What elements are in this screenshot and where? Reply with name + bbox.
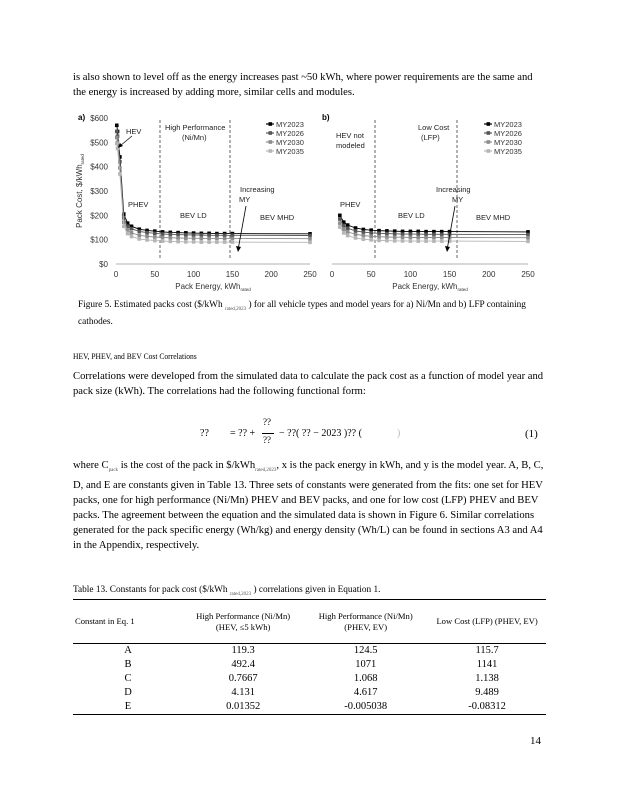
- y-tick-label: $300: [90, 187, 108, 196]
- data-point: [346, 230, 350, 234]
- x-tick-label: 250: [521, 270, 535, 279]
- data-point: [192, 236, 196, 240]
- paragraph-where: [73, 458, 545, 553]
- data-point: [401, 232, 405, 236]
- table-row-label: C: [124, 673, 132, 684]
- chart-annotation: MY: [239, 195, 251, 204]
- legend-label: MY2026: [276, 129, 304, 138]
- para2-sub-rated: rated,2023: [255, 468, 277, 474]
- table-cell: 4.617: [353, 687, 378, 698]
- legend-label: MY2035: [494, 147, 522, 156]
- intro-paragraph: is also shown to level off as the energy increases past ~50 kWh, where power requirements are the same and the energy is increased by adding more, similar cells and modules.: [73, 72, 533, 98]
- data-point: [115, 142, 119, 146]
- equation-lhs: ??: [200, 428, 209, 439]
- y-tick-label: $600: [90, 114, 108, 123]
- table-header-cell: Constant in Eq. 1: [75, 616, 135, 626]
- legend-label: MY2030: [276, 138, 304, 147]
- legend-marker: [487, 131, 491, 135]
- chart-annotation: BEV LD: [398, 211, 425, 220]
- y-tick-label: $500: [90, 138, 108, 148]
- data-point: [308, 237, 312, 241]
- data-point: [231, 233, 235, 237]
- data-point: [385, 232, 389, 236]
- data-point: [346, 226, 350, 230]
- table-row: [73, 700, 546, 715]
- data-point: [207, 240, 211, 244]
- data-point: [409, 239, 413, 243]
- legend-marker: [269, 140, 273, 144]
- data-point: [192, 233, 196, 237]
- para2-part1: where C: [73, 460, 109, 471]
- para2-part3: , x is the pack energy in kWh, and y is the model year. A, B, C, D, and E are constants given in Table 13. Three sets of constants were generated from the fits: one set for HEV packs, one for high performance (Ni/Mn) PHEV and BEV packs, and one for low cost (LFP) PHEV and BEV packs. The agreement between the equation and the simulated data is shown in Figure 6. Similar correlations generated for the pack specific energy (Wh/kg) and energy density (Wh/L) can be found in sections A3 and A4 in the Appendix, respectively.: [73, 460, 544, 552]
- table-row: [73, 644, 546, 659]
- data-point: [393, 239, 397, 243]
- x-tick-label: 150: [442, 270, 457, 279]
- chart-annotation: BEV MHD: [476, 213, 511, 222]
- data-point: [223, 237, 227, 241]
- legend-marker: [269, 131, 273, 135]
- legend-marker: [487, 149, 491, 153]
- data-point: [401, 235, 405, 239]
- table-cell: 1.138: [475, 673, 499, 684]
- data-point: [385, 239, 389, 243]
- data-point: [137, 237, 141, 241]
- data-point: [115, 130, 119, 134]
- data-point: [145, 231, 149, 235]
- data-point: [169, 240, 173, 244]
- figure-5-charts: [70, 110, 550, 300]
- data-point: [200, 240, 204, 244]
- table-caption-subscript: rated,2023: [229, 591, 252, 597]
- data-point: [432, 239, 436, 243]
- table-header-cell: Low Cost (LFP) (PHEV, EV): [436, 616, 538, 626]
- panel-label: a): [78, 113, 86, 122]
- data-point: [130, 235, 134, 239]
- chart-annotation: PHEV: [128, 200, 149, 209]
- chart-panel-b: [322, 113, 535, 292]
- equation-rhs-b: − ??( ?? − 2023 )?? (: [279, 428, 362, 439]
- equation-fraction-bar: [262, 433, 274, 434]
- data-point: [432, 236, 436, 240]
- table-row-label: B: [124, 659, 132, 670]
- y-axis-label: [75, 154, 85, 228]
- equation-rhs-a: = ?? +: [230, 428, 256, 439]
- x-axis-label: [392, 282, 468, 292]
- data-point: [401, 239, 405, 243]
- data-point: [377, 235, 381, 239]
- legend-marker: [487, 122, 491, 126]
- data-point: [440, 239, 444, 243]
- hev-arrow: [120, 136, 132, 146]
- data-point: [424, 236, 428, 240]
- data-point: [393, 232, 397, 236]
- chart-annotation: High Performance: [165, 123, 226, 132]
- x-tick-label: 200: [264, 270, 278, 279]
- table-header-row: [73, 600, 546, 644]
- data-point: [200, 233, 204, 237]
- data-point: [362, 230, 366, 234]
- legend-label: MY2023: [276, 120, 304, 129]
- data-point: [184, 236, 188, 240]
- data-point: [362, 234, 366, 238]
- data-point: [377, 239, 381, 243]
- x-axis-label-text: Pack Energy, kWh: [392, 282, 458, 291]
- data-point: [153, 235, 157, 239]
- data-point: [526, 240, 530, 244]
- legend-marker: [487, 140, 491, 144]
- data-point: [424, 239, 428, 243]
- para2-sub-pack: pack: [108, 468, 119, 474]
- data-point: [207, 237, 211, 241]
- increasing-my-arrow: [447, 206, 455, 250]
- page-number: 14: [530, 735, 541, 747]
- x-tick-label: 0: [329, 270, 335, 279]
- series-line-my2035: [117, 144, 310, 243]
- data-point: [346, 234, 350, 238]
- data-point: [176, 236, 180, 240]
- figure-caption-subscript: rated,2023: [224, 306, 247, 312]
- data-point: [393, 235, 397, 239]
- data-point: [231, 240, 235, 244]
- data-point: [416, 236, 420, 240]
- table-cell: -0.005038: [344, 701, 388, 712]
- table-cell: 9.489: [475, 687, 499, 698]
- data-point: [526, 233, 530, 237]
- x-tick-label: 100: [403, 270, 418, 279]
- table-cell: 492.4: [231, 659, 255, 670]
- data-point: [184, 240, 188, 244]
- x-tick-label: 50: [366, 270, 376, 279]
- data-point: [424, 233, 428, 237]
- table-cell: 1.068: [353, 673, 378, 684]
- data-point: [169, 236, 173, 240]
- data-point: [176, 240, 180, 244]
- table-row-label: D: [124, 687, 132, 698]
- data-point: [192, 240, 196, 244]
- table-header-cell: High Performance (Ni/Mn) (PHEV, EV): [318, 610, 413, 632]
- x-tick-label: 100: [186, 270, 201, 279]
- data-point: [126, 232, 130, 236]
- x-tick-label: 50: [150, 270, 160, 279]
- data-point: [130, 231, 134, 235]
- data-point: [153, 232, 157, 236]
- data-point: [416, 239, 420, 243]
- x-tick-label: 250: [303, 270, 317, 279]
- chart-annotation: (LFP): [421, 133, 440, 142]
- equation-number: (1): [525, 428, 538, 440]
- data-point: [409, 232, 413, 236]
- data-point: [354, 229, 358, 233]
- data-point: [215, 233, 219, 237]
- data-point: [184, 233, 188, 237]
- paragraph-correlations: Correlations were developed from the simulated data to calculate the pack cost as a function of model year and pack size (kWh). The correlations had the following functional form:: [73, 371, 544, 397]
- data-point: [115, 124, 119, 128]
- legend-label: MY2035: [276, 147, 304, 156]
- data-point: [440, 236, 444, 240]
- chart-annotation: BEV LD: [180, 211, 207, 220]
- data-point: [137, 233, 141, 237]
- data-point: [369, 231, 373, 235]
- increasing-my-arrow: [238, 206, 246, 250]
- chart-panel-a: [75, 113, 317, 292]
- chart-annotation: MY: [452, 195, 464, 204]
- data-point: [440, 233, 444, 237]
- data-point: [231, 237, 235, 241]
- data-point: [369, 238, 373, 242]
- y-tick-label: $400: [90, 162, 108, 172]
- table-cell: -0.08312: [468, 701, 506, 712]
- equation-fraction-numerator: ??: [263, 417, 271, 427]
- data-point: [377, 232, 381, 236]
- data-point: [137, 230, 141, 234]
- data-point: [176, 233, 180, 237]
- table-cell: 124.5: [353, 645, 378, 656]
- data-point: [223, 233, 227, 237]
- panel-label: b): [322, 113, 330, 122]
- arrow-head-icon: [445, 246, 450, 252]
- data-point: [338, 217, 342, 221]
- chart-annotation: Increasing: [240, 185, 275, 194]
- data-point: [338, 225, 342, 229]
- data-point: [362, 237, 366, 241]
- x-axis-label-text: Pack Energy, kWh: [175, 282, 241, 291]
- data-point: [115, 136, 119, 140]
- data-point: [145, 238, 149, 242]
- data-point: [122, 224, 126, 228]
- y-tick-label: $0: [99, 260, 108, 269]
- x-tick-label: 150: [225, 270, 240, 279]
- table-row-label: A: [124, 645, 132, 656]
- data-point: [432, 233, 436, 237]
- data-point: [200, 237, 204, 241]
- section-heading: HEV, PHEV, and BEV Cost Correlations: [73, 351, 197, 361]
- data-point: [118, 172, 122, 176]
- x-tick-label: 0: [113, 270, 119, 279]
- constants-table: [73, 599, 546, 715]
- data-point: [308, 234, 312, 238]
- equation-1: [200, 415, 550, 451]
- table-header-cell: High Performance (Ni/Mn) (HEV, ≤5 kWh): [196, 610, 291, 632]
- figure-caption-suffix: ) for all vehicle types and model years for a) Ni/Mn and b) LFP containing cathodes.: [78, 300, 526, 327]
- y-tick-label: $100: [90, 235, 108, 245]
- data-point: [354, 236, 358, 240]
- y-axis-label-text: Pack Cost, $/kWh: [75, 164, 84, 228]
- table-cell: 119.3: [231, 645, 255, 656]
- data-point: [161, 239, 165, 243]
- data-point: [169, 233, 173, 237]
- table-cell: 1071: [355, 659, 377, 670]
- chart-annotation: Low Cost: [418, 123, 450, 132]
- figure-caption: [78, 299, 548, 329]
- chart-annotation: (Ni/Mn): [182, 133, 207, 142]
- data-point: [385, 235, 389, 239]
- data-point: [338, 214, 342, 218]
- data-point: [416, 232, 420, 236]
- chart-annotation: HEV not: [336, 131, 364, 140]
- data-point: [215, 237, 219, 241]
- data-point: [346, 223, 350, 227]
- data-point: [409, 236, 413, 240]
- data-point: [145, 234, 149, 238]
- table-cell: 0.7667: [228, 673, 258, 684]
- x-axis-label: [175, 282, 251, 292]
- legend-label: MY2023: [494, 120, 522, 129]
- equation-fraction-denominator: ??: [263, 435, 271, 445]
- chart-annotation: HEV: [126, 127, 142, 136]
- table-cell: 0.01352: [226, 701, 261, 712]
- legend-marker: [269, 149, 273, 153]
- legend-label: MY2026: [494, 129, 522, 138]
- y-axis-label-sub: rated: [80, 154, 85, 165]
- arrow-head-icon: [236, 246, 241, 252]
- legend-label: MY2030: [494, 138, 522, 147]
- data-point: [161, 232, 165, 236]
- legend-marker: [269, 122, 273, 126]
- data-point: [369, 234, 373, 238]
- data-point: [130, 227, 134, 231]
- chart-annotation: modeled: [336, 141, 365, 150]
- table-caption-suffix: ) correlations given in Equation 1.: [253, 585, 381, 595]
- figure-caption-prefix: Figure 5. Estimated packs cost ($/kWh: [78, 300, 223, 310]
- data-point: [354, 233, 358, 237]
- equation-tail: ): [397, 428, 401, 439]
- table-row: [73, 672, 546, 686]
- chart-annotation: BEV MHD: [260, 213, 295, 222]
- x-tick-label: 200: [482, 270, 496, 279]
- data-point: [161, 236, 165, 240]
- data-point: [215, 240, 219, 244]
- table-row: [73, 658, 546, 672]
- data-point: [153, 239, 157, 243]
- para2-part2: is the cost of the pack in $/kWh: [118, 460, 256, 471]
- table-row-label: E: [124, 701, 132, 712]
- x-axis-label-sub: rated: [457, 287, 468, 292]
- data-point: [338, 221, 342, 225]
- table-caption-prefix: Table 13. Constants for pack cost ($/kWh: [73, 585, 228, 595]
- table-cell: 4.131: [231, 687, 255, 698]
- table-cell: 1141: [476, 659, 498, 670]
- y-tick-label: $200: [90, 211, 108, 221]
- chart-annotation: PHEV: [340, 200, 361, 209]
- data-point: [342, 231, 346, 235]
- data-point: [308, 241, 312, 245]
- data-point: [526, 236, 530, 240]
- chart-annotation: Increasing: [436, 185, 471, 194]
- table-cell: 115.7: [475, 645, 499, 656]
- data-point: [207, 233, 211, 237]
- data-point: [223, 240, 227, 244]
- x-axis-label-sub: rated: [240, 287, 251, 292]
- table-row: [73, 686, 546, 700]
